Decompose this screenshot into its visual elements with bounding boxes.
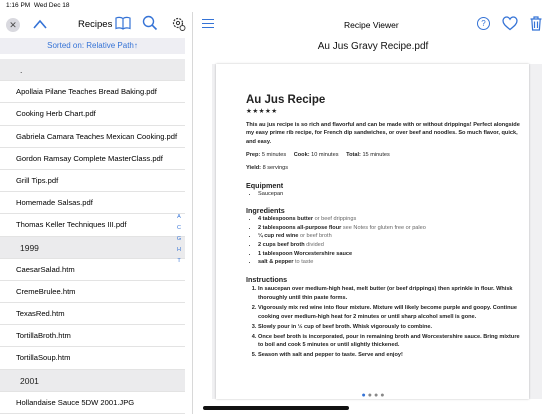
file-row[interactable]: Apollaia Pilane Teaches Bread Baking.pdf — [0, 81, 185, 103]
file-row[interactable]: Thomas Keller Techniques III.pdf — [0, 214, 185, 236]
file-row[interactable]: TexasRed.htm — [0, 303, 185, 325]
ingredient-item: • 2 tablespoons all-purpose flour see Notes for gluten free or paleo — [258, 224, 521, 233]
section-header: . — [0, 59, 185, 81]
file-row[interactable]: CaesarSalad.htm — [0, 259, 185, 281]
heart-icon[interactable] — [502, 16, 518, 31]
menu-icon[interactable] — [202, 19, 214, 29]
instruction-step: 4. Once beef broth is incorporated, pour in remaining broth and Worcestershire sauce. Bring mixture to boil and cook 5 minutes or until slightly thickened. — [258, 333, 521, 350]
file-row[interactable]: Cooking Herb Chart.pdf — [0, 103, 185, 125]
instructions-list — [258, 285, 521, 360]
status-time: 1:16 PM Wed Dec 18 — [6, 2, 70, 9]
section-index[interactable] — [175, 212, 183, 267]
status-bar — [0, 0, 552, 12]
ingredients-heading: Ingredients — [246, 206, 285, 216]
rating-stars: ★★★★★ — [246, 108, 278, 115]
index-letter[interactable]: T — [177, 258, 181, 264]
instruction-step: 5. Season with salt and pepper to taste. Serve and enjoy! — [258, 351, 521, 360]
index-letter[interactable]: A — [177, 214, 181, 220]
ingredient-item: • salt & pepper to taste — [258, 258, 521, 267]
file-row[interactable]: TortillaBroth.htm — [0, 325, 185, 347]
ingredient-item: • 2 cups beef broth divided — [258, 241, 521, 250]
index-letter[interactable]: H — [177, 247, 181, 253]
book-icon[interactable] — [115, 16, 131, 30]
trash-icon[interactable] — [530, 16, 542, 31]
help-button[interactable]: ? — [477, 17, 490, 30]
ingredient-item: • 1 tablespoon Worcestershire sauce — [258, 250, 521, 259]
file-row[interactable]: Gabriela Camara Teaches Mexican Cooking.pdf — [0, 126, 185, 148]
viewer-title: Recipe Viewer — [344, 20, 399, 30]
file-row[interactable]: Gordon Ramsay Complete MasterClass.pdf — [0, 148, 185, 170]
equipment-heading: Equipment — [246, 180, 284, 190]
equipment-list — [258, 190, 521, 199]
file-row[interactable]: CremeBrulee.htm — [0, 281, 185, 303]
file-row[interactable]: Hollandaise Sauce 5DW 2001.JPG — [0, 392, 185, 414]
ingredients-list — [258, 215, 521, 267]
home-indicator[interactable] — [203, 406, 349, 410]
page-indicator[interactable]: ●●●● — [361, 392, 387, 399]
recipes-sidebar — [0, 12, 193, 414]
sort-indicator[interactable]: Sorted on: Relative Path↑ — [0, 38, 185, 54]
instruction-step: 3. Slowly pour in ½ cup of beef broth. Whisk vigorously to combine. — [258, 323, 521, 332]
file-list — [0, 59, 185, 414]
recipe-times: Prep: 5 minutes Cook: 10 minutes Total: 15 minutes — [246, 152, 390, 159]
instruction-step: 1. In saucepan over medium-high heat, melt butter (or beef drippings) then sprinkle in flour. Whisk thoroughly until thin paste forms. — [258, 285, 521, 302]
chevron-up-icon[interactable] — [32, 17, 48, 31]
recipe-content — [246, 94, 521, 360]
instruction-step: 2. Vigorously mix red wine into flour mixture. Mixture will likely become purple and goopy. Continue cooking over medium-high heat for 2 minutes or until sharp alcohol smell is gone. — [258, 304, 521, 321]
pdf-page[interactable] — [216, 64, 529, 399]
sidebar-toolbar — [0, 12, 193, 38]
index-letter[interactable]: G — [176, 236, 182, 242]
index-letter[interactable]: C — [177, 225, 181, 231]
close-button[interactable]: ✕ — [6, 18, 20, 32]
file-row[interactable]: Homemade Salsas.pdf — [0, 192, 185, 214]
section-header: 2001 — [0, 370, 185, 392]
recipe-description: This au jus recipe is so rich and flavorful and can be made with or without drippings! Perfect alongside my easy prime rib recipe, for French dip sandwiches, or over beef and noodles. So much flavor, quick, and easy. — [246, 121, 520, 145]
file-row[interactable]: Grill Tips.pdf — [0, 170, 185, 192]
recipe-viewer — [194, 12, 552, 414]
equipment-item: • Saucepan — [258, 190, 521, 199]
gear-icon[interactable] — [170, 15, 186, 31]
sidebar-title: Recipes — [78, 19, 113, 30]
instructions-heading: Instructions — [246, 274, 288, 284]
document-title: Au Jus Gravy Recipe.pdf — [317, 41, 429, 52]
viewer-toolbar — [194, 12, 552, 38]
section-header: 1999 — [0, 237, 185, 259]
recipe-title: Au Jus Recipe — [246, 94, 326, 106]
ingredient-item: • ¼ cup red wine or beef broth — [258, 232, 521, 241]
recipe-yield: Yield: 8 servings — [246, 164, 289, 171]
ingredient-item: • 4 tablespoons butter or beef drippings — [258, 215, 521, 224]
search-icon[interactable] — [142, 15, 158, 31]
file-row[interactable]: TortillaSoup.htm — [0, 347, 185, 369]
